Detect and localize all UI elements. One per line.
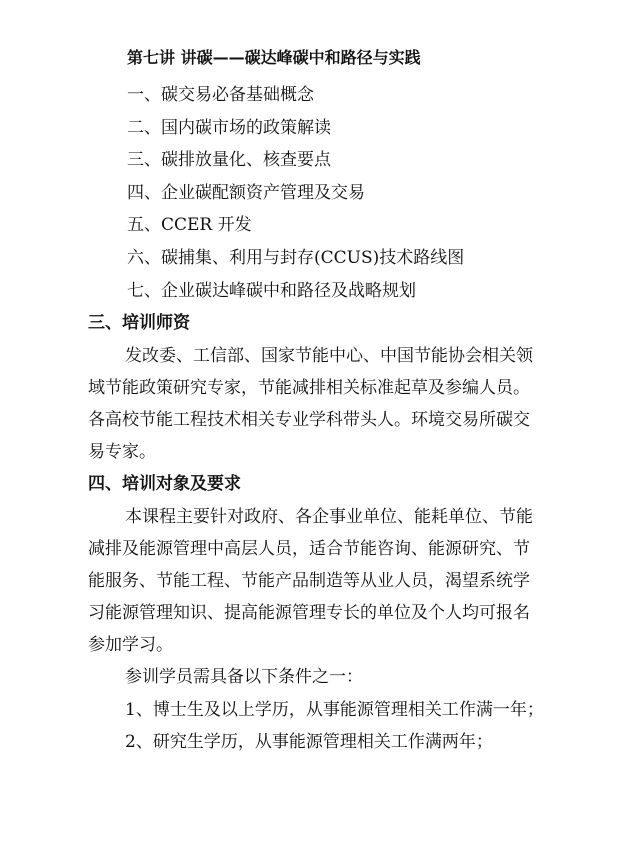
audience-line: 减排及能源管理中高层人员，适合节能咨询、能源研究、节 — [88, 539, 530, 559]
requirement-intro: 参训学员需具备以下条件之一： — [125, 667, 363, 687]
teachers-line: 发改委、工信部、国家节能中心、中国节能协会相关领 — [125, 346, 533, 366]
audience-line: 习能源管理知识、提高能源管理专长的单位及个人均可报名 — [88, 603, 530, 623]
lecture-item: 七、企业碳达峰碳中和路径及战略规划 — [127, 281, 416, 301]
requirement-item: 2、研究生学历，从事能源管理相关工作满两年； — [125, 732, 493, 752]
section-heading-audience: 四、培训对象及要求 — [88, 474, 241, 494]
section-heading-teachers: 三、培训师资 — [88, 313, 190, 333]
teachers-line: 域节能政策研究专家，节能减排相关标准起草及参编人员。 — [88, 378, 530, 398]
requirement-item: 1、博士生及以上学历，从事能源管理相关工作满一年； — [125, 700, 544, 720]
lecture-item: 一、碳交易必备基础概念 — [127, 85, 314, 105]
teachers-line: 各高校节能工程技术相关专业学科带头人。环境交易所碳交 — [88, 410, 530, 430]
lecture-title: 第七讲 讲碳——碳达峰碳中和路径与实践 — [127, 48, 421, 67]
lecture-item: 六、碳捕集、利用与封存(CCUS)技术路线图 — [127, 248, 465, 268]
lecture-item: 五、CCER 开发 — [127, 215, 252, 235]
lecture-item: 三、碳排放量化、核查要点 — [127, 150, 331, 170]
audience-line: 本课程主要针对政府、各企事业单位、能耗单位、节能 — [125, 507, 533, 527]
lecture-item: 四、企业碳配额资产管理及交易 — [127, 183, 365, 203]
lecture-item: 二、国内碳市场的政策解读 — [127, 118, 331, 138]
teachers-line: 易专家。 — [88, 442, 156, 462]
audience-line: 参加学习。 — [88, 635, 173, 655]
audience-line: 能服务、节能工程、节能产品制造等从业人员，渴望系统学 — [88, 571, 530, 591]
